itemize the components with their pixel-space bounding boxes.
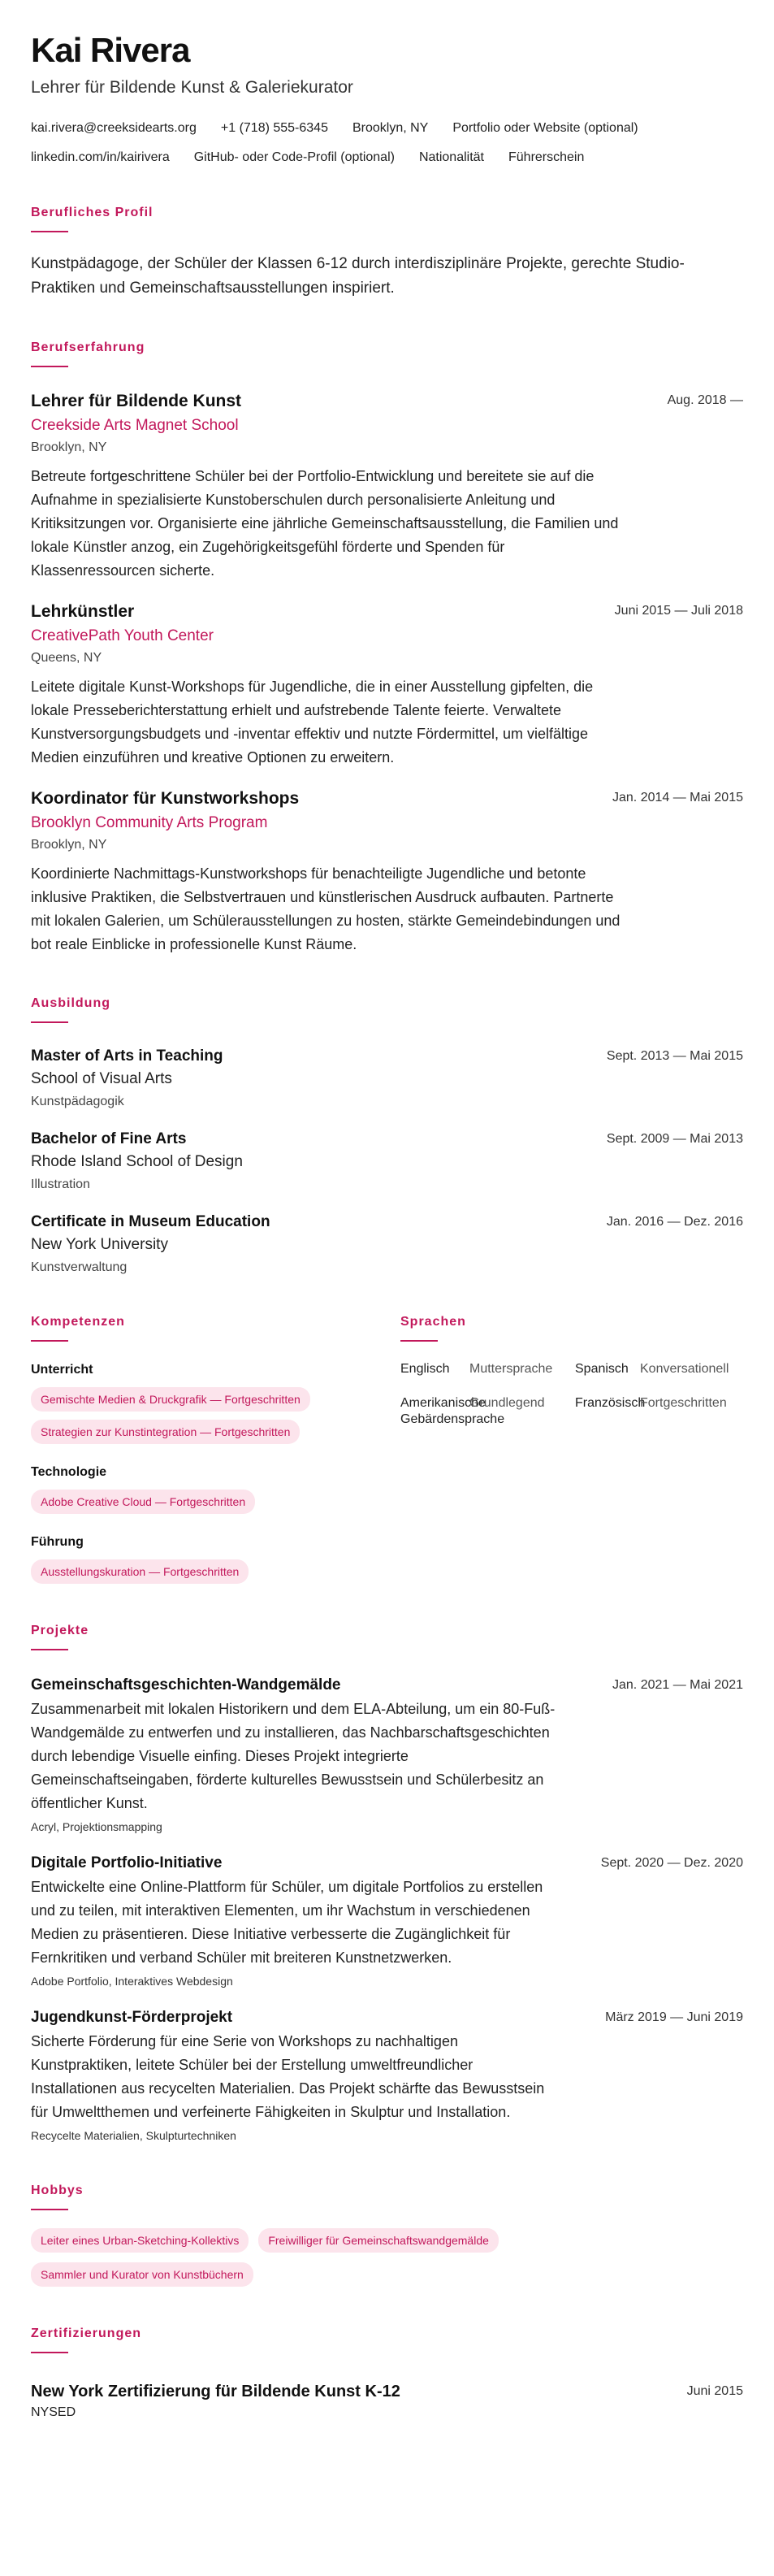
school-name: New York University <box>31 1236 168 1253</box>
section-title: Hobbys <box>31 2184 84 2197</box>
project-technologies: Recycelte Materialien, Skulpturtechniken <box>31 2129 236 2142</box>
skill-tag: Gemischte Medien & Druckgrafik — Fortgeschritten <box>31 1387 310 1412</box>
language-level: Konversationell <box>640 1362 729 1376</box>
skill-tags <box>31 1387 380 1444</box>
skill-category: Unterricht <box>31 1363 93 1377</box>
certification-issuer: NYSED <box>31 2405 76 2419</box>
job-title: Lehrkünstler <box>31 602 135 621</box>
skill-group <box>31 1464 400 1514</box>
experience-entry <box>31 390 743 583</box>
hobby-tags <box>31 2228 599 2287</box>
contact-info <box>31 120 681 166</box>
headline: Lehrer für Bildende Kunst & Galeriekurator <box>31 78 353 97</box>
language-name: Spanisch <box>575 1362 629 1376</box>
section-divider <box>31 1649 68 1650</box>
language-name: Französisch <box>575 1396 646 1410</box>
education-date: Jan. 2016 — Dez. 2016 <box>606 1215 743 1229</box>
school-name: School of Visual Arts <box>31 1070 172 1087</box>
education-entry <box>31 1212 743 1277</box>
project-entry <box>31 1675 743 1835</box>
language-list <box>400 1361 742 1428</box>
project-technologies: Acryl, Projektionsmapping <box>31 1820 162 1833</box>
language-level: Muttersprache <box>469 1362 553 1376</box>
skills-languages-row <box>31 1314 743 1584</box>
job-date: Juni 2015 — Juli 2018 <box>614 604 743 618</box>
section-title: Berufliches Profil <box>31 206 154 219</box>
study-field: Illustration <box>31 1177 90 1191</box>
education-entry <box>31 1129 743 1194</box>
study-field: Kunstverwaltung <box>31 1260 128 1274</box>
section-divider <box>400 1340 438 1342</box>
language-name: Amerikanische Gebärdensprache <box>400 1396 505 1426</box>
profile-section <box>31 205 743 301</box>
hobby-tag: Leiter eines Urban-Sketching-Kollektivs <box>31 2228 249 2253</box>
contact-github[interactable]: GitHub- oder Code-Profil (optional) <box>193 150 395 164</box>
study-field: Kunstpädagogik <box>31 1095 124 1108</box>
hobby-tag: Sammler und Kurator von Kunstbüchern <box>31 2262 253 2287</box>
project-date: Jan. 2021 — Mai 2021 <box>612 1678 743 1692</box>
section-divider <box>31 2352 68 2353</box>
job-location: Queens, NY <box>31 651 102 665</box>
job-date: Aug. 2018 — <box>667 393 743 407</box>
skill-tags <box>31 1559 380 1584</box>
contact-email[interactable]: kai.rivera@creeksidearts.org <box>31 121 197 135</box>
degree-title: Certificate in Museum Education <box>31 1213 270 1230</box>
skill-group <box>31 1361 400 1444</box>
project-title: Jugendkunst-Förderprojekt <box>31 2009 233 2026</box>
hobby-tag: Freiwilliger für Gemeinschaftswandgemälde <box>258 2228 499 2253</box>
hobbies-section <box>31 2183 743 2287</box>
section-divider <box>31 1021 68 1023</box>
certification-entry <box>31 2381 743 2422</box>
project-title: Digitale Portfolio-Initiative <box>31 1854 223 1871</box>
project-date: März 2019 — Juni 2019 <box>605 2010 743 2024</box>
contact-linkedin[interactable]: linkedin.com/in/kairivera <box>31 150 170 164</box>
contact-phone[interactable]: +1 (718) 555-6345 <box>220 121 328 135</box>
contact-license: Führerschein <box>508 150 585 164</box>
section-divider <box>31 366 68 367</box>
skill-category: Führung <box>31 1535 84 1549</box>
project-technologies: Adobe Portfolio, Interaktives Webdesign <box>31 1975 233 1988</box>
projects-section <box>31 1623 743 2144</box>
experience-entry <box>31 601 743 770</box>
language-level: Grundlegend <box>469 1396 545 1410</box>
candidate-name: Kai Rivera <box>31 31 190 69</box>
section-title: Ausbildung <box>31 996 110 1010</box>
skill-group <box>31 1533 400 1584</box>
certification-title: New York Zertifizierung für Bildende Kunst K-12 <box>31 2383 400 2400</box>
contact-location: Brooklyn, NY <box>352 121 429 135</box>
language-name: Englisch <box>400 1362 450 1376</box>
section-title: Sprachen <box>400 1315 466 1329</box>
education-date: Sept. 2009 — Mai 2013 <box>606 1132 743 1146</box>
contact-nationality: Nationalität <box>418 150 484 164</box>
school-name: Rhode Island School of Design <box>31 1153 243 1170</box>
job-title: Koordinator für Kunstworkshops <box>31 789 300 808</box>
skill-category: Technologie <box>31 1465 107 1479</box>
section-title: Zertifizierungen <box>31 2327 142 2340</box>
section-divider <box>31 231 68 232</box>
section-title: Kompetenzen <box>31 1315 125 1329</box>
education-date: Sept. 2013 — Mai 2015 <box>606 1049 743 1063</box>
project-description: Sicherte Förderung für eine Serie von Workshops zu nachhaltigen Kunstpraktiken, leitete Schüler bei der Erstellung umweltfreundlicher Installationen aus recycelten Materialien. Das Projekt schärfte das Bewusstsein für Umweltthemen und verfeinerte Fähigkeiten in Skulptur und Installation. <box>31 2033 545 2120</box>
project-description: Entwickelte eine Online-Plattform für Schüler, um digitale Portfolios zu erstellen und zu teilen, mit interaktiven Elementen, um ihr Wachstum in verschiedenen Medien zu präsentieren. Diese Initiative verbesserte die Zugänglichkeit für Fernkritiken und verband Schüler mit breiteren Kunstnetzwerken. <box>31 1879 543 1966</box>
education-entry <box>31 1046 743 1111</box>
job-employer: CreativePath Youth Center <box>31 627 214 644</box>
education-section <box>31 995 743 1277</box>
job-location: Brooklyn, NY <box>31 440 107 454</box>
job-date: Jan. 2014 — Mai 2015 <box>612 791 743 804</box>
section-divider <box>31 1340 68 1342</box>
job-description: Leitete digitale Kunst-Workshops für Jugendliche, die in einer Ausstellung gipfelten, die lokale Presseberichterstattung erhielt und aufstrebende Talente feierte. Verwaltete Kunstversorgungsbudgets und -inventar effektiv und nutzte Fördermittel, um vielfältige Medien einzuführen und kreative Optionen zu erweitern. <box>31 679 594 765</box>
experience-section <box>31 340 743 956</box>
languages-section <box>400 1314 742 1584</box>
degree-title: Master of Arts in Teaching <box>31 1047 223 1065</box>
job-title: Lehrer für Bildende Kunst <box>31 392 242 410</box>
job-employer: Brooklyn Community Arts Program <box>31 814 268 831</box>
skills-section <box>31 1314 400 1584</box>
certification-date: Juni 2015 <box>686 2384 743 2398</box>
contact-portfolio[interactable]: Portfolio oder Website (optional) <box>452 121 638 135</box>
project-description: Zusammenarbeit mit lokalen Historikern und dem ELA-Abteilung, um ein 80-Fuß-Wandgemälde zu entwerfen und zu installieren, das Nachbarschaftsgeschichten durch lebendige Visuelle einfing. Dieses Projekt integrierte Gemeinschaftseingaben, förderte kulturelles Bewusstsein und Schülerbesitz an öffentlicher Kunst. <box>31 1701 556 1811</box>
skill-tag: Adobe Creative Cloud — Fortgeschritten <box>31 1490 255 1514</box>
project-entry <box>31 1853 743 1989</box>
skill-tags <box>31 1490 380 1514</box>
job-employer: Creekside Arts Magnet School <box>31 417 239 434</box>
project-entry <box>31 2007 743 2144</box>
job-location: Brooklyn, NY <box>31 838 107 852</box>
skill-tag: Ausstellungskuration — Fortgeschritten <box>31 1559 249 1584</box>
profile-summary: Kunstpädagoge, der Schüler der Klassen 6-12 durch interdisziplinäre Projekte, gerechte Studio-Praktiken und Gemeinschaftsausstellungen inspiriert. <box>31 255 685 297</box>
section-title: Projekte <box>31 1624 89 1637</box>
section-divider <box>31 2209 68 2210</box>
job-description: Betreute fortgeschrittene Schüler bei der Portfolio-Entwicklung und bereitete sie auf die Aufnahme in spezialisierte Kunstoberschulen durch personalisierte Anleitung und Kritiksitzungen vor. Organisierte eine jährliche Gemeinschaftsausstellung, die Familien und lokale Künstler anzog, ein Zugehörigkeitsgefühl förderte und Spenden für Klassenressourcen sicherte. <box>31 468 619 579</box>
project-date: Sept. 2020 — Dez. 2020 <box>600 1856 743 1870</box>
degree-title: Bachelor of Fine Arts <box>31 1130 187 1147</box>
language-level: Fortgeschritten <box>640 1396 727 1410</box>
skill-tag: Strategien zur Kunstintegration — Fortgeschritten <box>31 1420 300 1444</box>
project-title: Gemeinschaftsgeschichten-Wandgemälde <box>31 1676 341 1693</box>
certifications-section <box>31 2326 743 2422</box>
section-title: Berufserfahrung <box>31 340 145 354</box>
experience-entry <box>31 787 743 956</box>
job-description: Koordinierte Nachmittags-Kunstworkshops für benachteiligte Jugendliche und betonte inklusive Praktiken, die Selbstvertrauen und künstlerischen Ausdruck aufbauten. Partnerte mit lokalen Galerien, um Schülerausstellungen zu hosten, stärkte Gemeindebindungen und bot reale Einblicke in professionelle Kunst Räume. <box>31 865 620 952</box>
